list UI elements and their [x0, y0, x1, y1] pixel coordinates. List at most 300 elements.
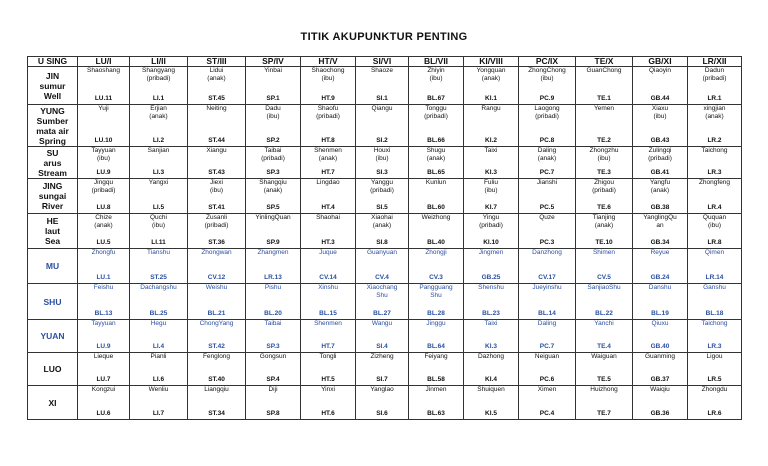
point-code: TE.7: [597, 410, 611, 418]
point-name: Yanggu (pribadi): [370, 179, 394, 194]
point-code: ST.42: [208, 343, 225, 351]
table-row: [28, 179, 742, 214]
point-code: PC.5: [539, 204, 555, 212]
point-name: Tianjing (anak): [592, 214, 616, 229]
point-name: Shugu (anak): [426, 147, 446, 162]
point-code: PC.4: [539, 410, 555, 418]
acupuncture-table: [27, 56, 742, 420]
header-meridian: SI/VI: [356, 57, 409, 67]
point-name: Fenglong: [202, 353, 231, 360]
row-label: JIN sumur Well: [28, 67, 78, 105]
point-code: BL.19: [651, 310, 669, 318]
point-cell: [246, 214, 301, 249]
point-name: Danshu: [648, 284, 672, 291]
point-cell: [130, 249, 188, 284]
table-row: [28, 249, 742, 284]
point-name: Feishu: [93, 284, 114, 291]
point-code: BL.22: [595, 310, 613, 318]
point-cell: [246, 105, 301, 147]
row-label: MU: [28, 249, 78, 284]
point-cell: [464, 320, 519, 353]
point-code: HT.8: [321, 137, 335, 145]
point-name: Wangu: [371, 320, 393, 327]
point-code: SI.8: [376, 239, 388, 247]
point-cell: [301, 284, 356, 320]
point-cell: [576, 214, 633, 249]
point-cell: [246, 353, 301, 386]
point-code: BL.66: [427, 137, 445, 145]
point-name: Zhongji: [425, 249, 447, 256]
point-name: Taibai (pribadi): [261, 147, 285, 162]
point-cell: [409, 249, 464, 284]
point-name: Houxi (ibu): [373, 147, 391, 162]
point-name: Sanjian: [147, 147, 170, 154]
point-name: Liangqiu: [204, 386, 229, 393]
point-code: TE.1: [597, 95, 611, 103]
point-code: BL.13: [94, 310, 113, 318]
point-code: PC.7: [539, 343, 555, 351]
point-cell: [688, 353, 742, 386]
point-cell: [576, 105, 633, 147]
point-cell: [633, 105, 688, 147]
point-code: LU.9: [96, 169, 111, 177]
point-name: YanglingQu an: [643, 214, 677, 229]
point-cell: [78, 353, 130, 386]
point-code: GB.34: [650, 239, 670, 247]
point-cell: [246, 386, 301, 420]
point-name: SanjiaoShu: [587, 284, 621, 291]
point-code: GB.24: [650, 274, 670, 282]
point-name: Shuiquen: [477, 386, 505, 393]
point-code: GB.25: [481, 274, 501, 282]
header-meridian: LI/II: [130, 57, 188, 67]
point-name: Zhigou (pribadi): [592, 179, 616, 194]
point-code: BL.60: [427, 204, 445, 212]
point-name: Zizheng: [370, 353, 394, 360]
point-name: Feiyang: [424, 353, 448, 360]
point-code: TE.4: [597, 343, 611, 351]
point-cell: [130, 147, 188, 179]
point-name: Jueyinshu: [532, 284, 562, 291]
point-name: GuanChong: [586, 67, 622, 74]
point-code: GB.36: [650, 410, 670, 418]
point-name: ZhongChong (ibu): [528, 67, 566, 82]
point-name: Zhongzhu (ibu): [589, 147, 619, 162]
point-code: SP.3: [266, 169, 280, 177]
point-code: GB.38: [650, 204, 670, 212]
point-name: Jinmen: [425, 386, 447, 393]
point-cell: [688, 386, 742, 420]
point-name: Shenmen (anak): [314, 147, 342, 162]
point-cell: [246, 284, 301, 320]
point-cell: [633, 147, 688, 179]
point-code: SP.5: [266, 204, 280, 212]
point-code: LU.1: [96, 274, 111, 282]
point-cell: [688, 284, 742, 320]
point-code: SP.9: [266, 239, 280, 247]
point-code: BL.15: [319, 310, 337, 318]
point-cell: [576, 179, 633, 214]
row-label: YUAN: [28, 320, 78, 353]
point-cell: [633, 214, 688, 249]
point-name: Shaoshang: [87, 67, 120, 74]
point-code: LU.10: [94, 137, 113, 145]
point-cell: [78, 284, 130, 320]
point-name: Yuji: [98, 105, 109, 112]
point-name: Jinggu: [426, 320, 446, 327]
table-row: [28, 353, 742, 386]
point-code: HT.7: [321, 169, 335, 177]
point-name: Wenliu: [148, 386, 169, 393]
point-code: LI.4: [152, 343, 165, 351]
point-name: Zhangmen: [257, 249, 289, 256]
point-code: LU.6: [96, 410, 111, 418]
point-code: LR.2: [707, 137, 722, 145]
point-code: HT.9: [321, 95, 335, 103]
point-name: Weizhong: [421, 214, 451, 221]
point-cell: [301, 67, 356, 105]
point-name: Zhiyin (ibu): [427, 67, 445, 82]
point-code: LI.7: [152, 410, 165, 418]
point-cell: [576, 284, 633, 320]
point-name: Shangyang (pribadi): [142, 67, 175, 82]
point-name: Quchi (ibu): [150, 214, 167, 229]
point-name: Shenshu: [478, 284, 504, 291]
point-code: LU.11: [94, 95, 113, 103]
point-name: Yangxi: [148, 179, 169, 186]
point-name: Qiuxu: [651, 320, 669, 327]
point-cell: [633, 386, 688, 420]
point-code: LI.2: [152, 137, 165, 145]
point-cell: [409, 147, 464, 179]
point-name: Zhongfeng: [698, 179, 731, 186]
point-name: Zhongfu: [91, 249, 116, 256]
table-row: [28, 147, 742, 179]
point-name: xingjian (anak): [703, 105, 726, 120]
point-code: KI.1: [485, 95, 497, 103]
point-code: BL.63: [427, 410, 445, 418]
point-cell: [464, 214, 519, 249]
point-cell: [688, 320, 742, 353]
point-code: TE.5: [597, 376, 611, 384]
point-name: Jingmen: [478, 249, 504, 256]
point-cell: [130, 353, 188, 386]
point-cell: [633, 284, 688, 320]
header-meridian: SP/IV: [246, 57, 301, 67]
point-cell: [409, 386, 464, 420]
point-code: ST.40: [208, 376, 225, 384]
point-code: TE.10: [595, 239, 613, 247]
point-name: Qiangu: [371, 105, 393, 112]
point-name: Daling (anak): [537, 147, 557, 162]
point-code: KI.4: [485, 376, 497, 384]
point-code: LI.1: [152, 95, 165, 103]
header-row-label: U SING: [28, 57, 78, 67]
point-cell: [409, 353, 464, 386]
point-name: Juque: [319, 249, 337, 256]
point-cell: [78, 214, 130, 249]
point-code: LR.14: [705, 274, 724, 282]
point-code: LU.9: [96, 343, 111, 351]
point-code: LR.3: [707, 169, 722, 177]
point-code: LI.6: [152, 376, 165, 384]
point-code: GB.44: [650, 95, 670, 103]
point-code: SI.7: [376, 376, 388, 384]
point-name: Shaofu (pribadi): [316, 105, 340, 120]
point-code: SI.2: [376, 137, 388, 145]
point-name: Ququan (ibu): [702, 214, 727, 229]
table-row: [28, 386, 742, 420]
point-name: Tayyuan (ibu): [91, 147, 116, 162]
point-name: Shangqiu (anak): [259, 179, 287, 194]
point-code: LU.7: [96, 376, 111, 384]
point-name: Tayyuan: [91, 320, 116, 327]
point-code: LR.1: [707, 95, 722, 103]
table-row: [28, 214, 742, 249]
row-label: SHU: [28, 284, 78, 320]
point-code: HT.4: [321, 204, 335, 212]
point-name: Kongzui: [91, 386, 116, 393]
point-name: Lieque: [93, 353, 114, 360]
table-row: [28, 105, 742, 147]
point-cell: [130, 67, 188, 105]
point-cell: [688, 105, 742, 147]
point-name: Kunlun: [425, 179, 447, 186]
point-cell: [188, 67, 246, 105]
point-cell: [78, 147, 130, 179]
point-code: KI.2: [485, 137, 497, 145]
point-code: ST.34: [208, 410, 225, 418]
point-code: LR.5: [707, 376, 722, 384]
point-name: Quze: [539, 214, 555, 221]
point-code: SP.8: [266, 410, 280, 418]
point-cell: [130, 284, 188, 320]
point-name: Yinbai: [264, 67, 282, 74]
point-cell: [576, 249, 633, 284]
point-cell: [78, 249, 130, 284]
point-code: LR.8: [707, 239, 722, 247]
table-row: [28, 320, 742, 353]
point-cell: [356, 147, 409, 179]
point-code: BL.27: [373, 310, 391, 318]
point-cell: [519, 284, 576, 320]
point-cell: [188, 386, 246, 420]
point-name: Pianli: [150, 353, 167, 360]
point-name: Zhongdu: [701, 386, 728, 393]
point-cell: [246, 320, 301, 353]
point-code: ST.25: [150, 274, 167, 282]
point-cell: [130, 386, 188, 420]
point-name: Erjian (anak): [149, 105, 168, 120]
point-cell: [246, 249, 301, 284]
point-name: Daling: [537, 320, 557, 327]
point-cell: [246, 67, 301, 105]
point-cell: [576, 320, 633, 353]
point-code: LR.4: [707, 204, 722, 212]
row-label: SU arus Stream: [28, 147, 78, 179]
point-code: KI.3: [485, 169, 497, 177]
point-cell: [301, 105, 356, 147]
point-cell: [519, 105, 576, 147]
point-cell: [688, 214, 742, 249]
point-cell: [576, 147, 633, 179]
point-cell: [576, 67, 633, 105]
point-cell: [188, 105, 246, 147]
point-cell: [356, 284, 409, 320]
point-name: Waiqiu: [650, 386, 670, 393]
header-row: [28, 57, 742, 67]
point-code: SI.6: [376, 410, 388, 418]
point-cell: [188, 320, 246, 353]
point-code: BL.67: [427, 95, 445, 103]
point-cell: [519, 320, 576, 353]
point-cell: [301, 147, 356, 179]
point-cell: [519, 214, 576, 249]
point-cell: [356, 320, 409, 353]
point-name: Yingu (pribadi): [479, 214, 503, 229]
point-cell: [519, 353, 576, 386]
point-cell: [356, 386, 409, 420]
point-name: Lidui (anak): [207, 67, 226, 82]
point-name: Yongquan (anak): [476, 67, 506, 82]
point-name: Shaohai: [316, 214, 340, 221]
point-code: GB.37: [650, 376, 670, 384]
point-cell: [188, 353, 246, 386]
point-code: CV.14: [319, 274, 337, 282]
point-name: Danzhong: [532, 249, 562, 256]
point-code: CV.4: [375, 274, 389, 282]
row-label: XI: [28, 386, 78, 420]
point-code: PC.7: [539, 169, 555, 177]
point-cell: [188, 249, 246, 284]
point-code: GB.41: [650, 169, 670, 177]
point-name: Shenmen: [314, 320, 342, 327]
point-cell: [301, 386, 356, 420]
point-cell: [409, 67, 464, 105]
point-cell: [409, 320, 464, 353]
point-code: SI.4: [376, 343, 388, 351]
point-cell: [130, 320, 188, 353]
point-cell: [464, 105, 519, 147]
point-cell: [633, 249, 688, 284]
point-code: TE.2: [597, 137, 611, 145]
point-cell: [464, 284, 519, 320]
point-cell: [78, 67, 130, 105]
point-cell: [464, 386, 519, 420]
point-cell: [464, 249, 519, 284]
point-name: Reyue: [650, 249, 670, 256]
point-name: Jiexi (ibu): [209, 179, 223, 194]
point-code: LU.5: [96, 239, 111, 247]
point-cell: [356, 214, 409, 249]
point-code: ST.45: [208, 95, 225, 103]
point-code: ST.43: [208, 169, 225, 177]
point-code: SP.2: [266, 137, 280, 145]
point-name: Taixi: [484, 320, 498, 327]
point-code: HT.5: [321, 376, 335, 384]
point-code: KI.3: [485, 343, 497, 351]
point-name: Taibai: [264, 320, 282, 327]
table-body: [28, 67, 742, 420]
point-code: PC.6: [539, 376, 555, 384]
point-cell: [633, 353, 688, 386]
header-meridian: PC/IX: [519, 57, 576, 67]
point-name: Yanchi: [594, 320, 614, 327]
point-name: Hegu: [150, 320, 167, 327]
point-name: Dadun (pribadi): [702, 67, 727, 82]
point-name: Ximen: [537, 386, 557, 393]
point-name: Ganshu: [703, 284, 726, 291]
point-name: Tianshu: [147, 249, 170, 256]
point-name: Lingdao: [316, 179, 340, 186]
point-name: Taixi: [484, 147, 498, 154]
header-meridian: ST/III: [188, 57, 246, 67]
row-label: LUO: [28, 353, 78, 386]
point-name: Xiaochang Shu: [366, 284, 398, 299]
point-name: Yangfu (anak): [649, 179, 671, 194]
point-cell: [78, 105, 130, 147]
point-name: Huizhong: [590, 386, 618, 393]
point-name: Diji: [268, 386, 278, 393]
point-code: LI.11: [151, 239, 166, 247]
point-name: ChongYang: [199, 320, 234, 327]
point-name: Shaochong (ibu): [311, 67, 345, 82]
header-meridian: GB/XI: [633, 57, 688, 67]
point-cell: [301, 353, 356, 386]
point-cell: [464, 353, 519, 386]
point-name: Zulingqi (pribadi): [648, 147, 672, 162]
point-code: LU.8: [96, 204, 111, 212]
point-cell: [188, 214, 246, 249]
point-name: Xiangu: [206, 147, 227, 154]
point-code: SP.4: [266, 376, 280, 384]
point-cell: [576, 353, 633, 386]
point-cell: [188, 147, 246, 179]
point-name: Tongli: [319, 353, 337, 360]
point-name: Xiaohai (anak): [371, 214, 393, 229]
point-code: CV.5: [597, 274, 611, 282]
point-code: PC.8: [539, 137, 555, 145]
point-cell: [246, 147, 301, 179]
point-name: Guanming: [645, 353, 675, 360]
point-name: Neiting: [206, 105, 227, 112]
point-cell: [464, 67, 519, 105]
row-label: YUNG Sumber mata air Spring: [28, 105, 78, 147]
header-meridian: TE/X: [576, 57, 633, 67]
point-code: BL.64: [427, 343, 445, 351]
point-cell: [688, 179, 742, 214]
row-label: HE laut Sea: [28, 214, 78, 249]
point-code: LI.5: [152, 204, 165, 212]
point-cell: [188, 179, 246, 214]
point-code: BL.28: [427, 310, 445, 318]
point-code: BL.40: [427, 239, 445, 247]
point-name: Laogong (pribadi): [534, 105, 560, 120]
point-code: GB.40: [650, 343, 670, 351]
point-code: SP.3: [266, 343, 280, 351]
point-name: Fuliu (ibu): [483, 179, 499, 194]
point-cell: [519, 67, 576, 105]
point-code: LR.6: [707, 410, 722, 418]
point-code: ST.44: [208, 137, 225, 145]
point-code: HT.6: [321, 410, 335, 418]
point-cell: [519, 249, 576, 284]
point-name: Xiaxu (ibu): [651, 105, 669, 120]
point-name: Zhongwan: [201, 249, 232, 256]
point-code: LR.13: [264, 274, 282, 282]
point-cell: [519, 179, 576, 214]
point-cell: [78, 179, 130, 214]
